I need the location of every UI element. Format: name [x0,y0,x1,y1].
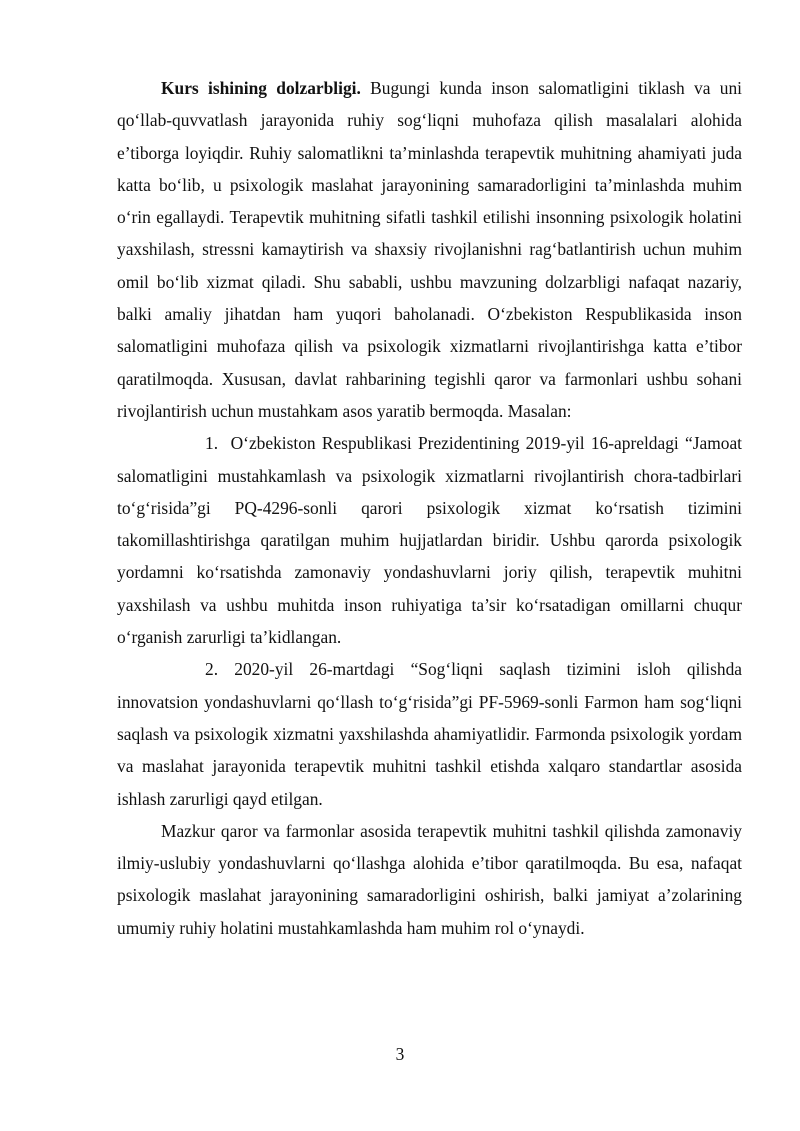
intro-paragraph [117,72,742,427]
page-number: 3 [395,1044,405,1064]
list-item-text: 2020-yil 26-martdagi “Sog‘liqni saqlash tizimini isloh qilishda innovatsion yondashuvlarni qo‘llash to‘g‘risida”gi PF-5969-sonli Farmon ham sog‘liqni saqlash va psixologik xizmatni yaxshilashda ahamiyatlidir. Farmonda psixologik yordam va maslahat jarayonida terapevtik muhitni tashkil etishda xalqaro standartlar asosida ishlash zarurligi qayd etilgan. [117,659,742,809]
intro-heading: Kurs ishining dolzarbligi. [161,78,361,98]
list-item-text: O‘zbekiston Respublikasi Prezidentining 2019-yil 16-apreldagi “Jamoat salomatligini mustahkamlash va psixologik xizmatlarni rivojlantirish chora-tadbirlari to‘g‘risida”gi PQ-4296-sonli qarori psixologik xizmat ko‘rsatish tizimini takomillashtirishga qaratilgan muhim hujjatlardan biridir. Ushbu qarorda psixologik yordamni ko‘rsatishda zamonaviy yondashuvlarni joriy qilish, terapevtik muhitni yaxshilash va ushbu muhitda inson ruhiyatiga ta’sir ko‘rsatadigan omillarni chuqur o‘rganish zarurligi ta’kidlangan. [117,433,742,648]
list-item-number: 1. [205,433,219,454]
document-page [117,72,742,944]
closing-paragraph: Mazkur qaror va farmonlar asosida terapevtik muhitni tashkil qilishda zamonaviy ilmiy-uslubiy yondashuvlarni qo‘llashga alohida e’tibor qaratilmoqda. Bu esa, nafaqat psixologik maslahat jarayonining samaradorligini oshirish, balki jamiyat a’zolarining umumiy ruhiy holatini mustahkamlashda ham muhim rol o‘ynaydi. [117,820,742,938]
list-item [117,427,742,653]
list-item [117,653,742,814]
list-item-number: 2. [205,659,219,680]
intro-text: Bugungi kunda inson salomatligini tiklash va uni qo‘llab-quvvatlash jarayonida ruhiy sog‘liqni muhofaza qilish masalalari alohida e’tiborga loyiqdir. Ruhiy salomatlikni ta’minlashda terapevtik muhitning ahamiyati juda katta bo‘lib, u psixologik maslahat jarayonining samaradorligini ta’minlashda muhim o‘rin egallaydi. Terapevtik muhitning sifatli tashkil etilishi insonning psixologik holatini yaxshilash, stressni kamaytirish va shaxsiy rivojlanishni rag‘batlantirish uchun muhim omil bo‘lib xizmat qiladi. Shu sababli, ushbu mavzuning dolzarbligi nafaqat nazariy, balki amaliy jihatdan ham yuqori baholanadi. O‘zbekiston Respublikasida inson salomatligini muhofaza qilish va psixologik xizmatlarni rivojlantirishga katta e’tibor qaratilmoqda. Xususan, davlat rahbarining tegishli qaror va farmonlari ushbu sohani rivojlantirish uchun mustahkam asos yaratib bermoqda. Masalan: [117,78,742,421]
